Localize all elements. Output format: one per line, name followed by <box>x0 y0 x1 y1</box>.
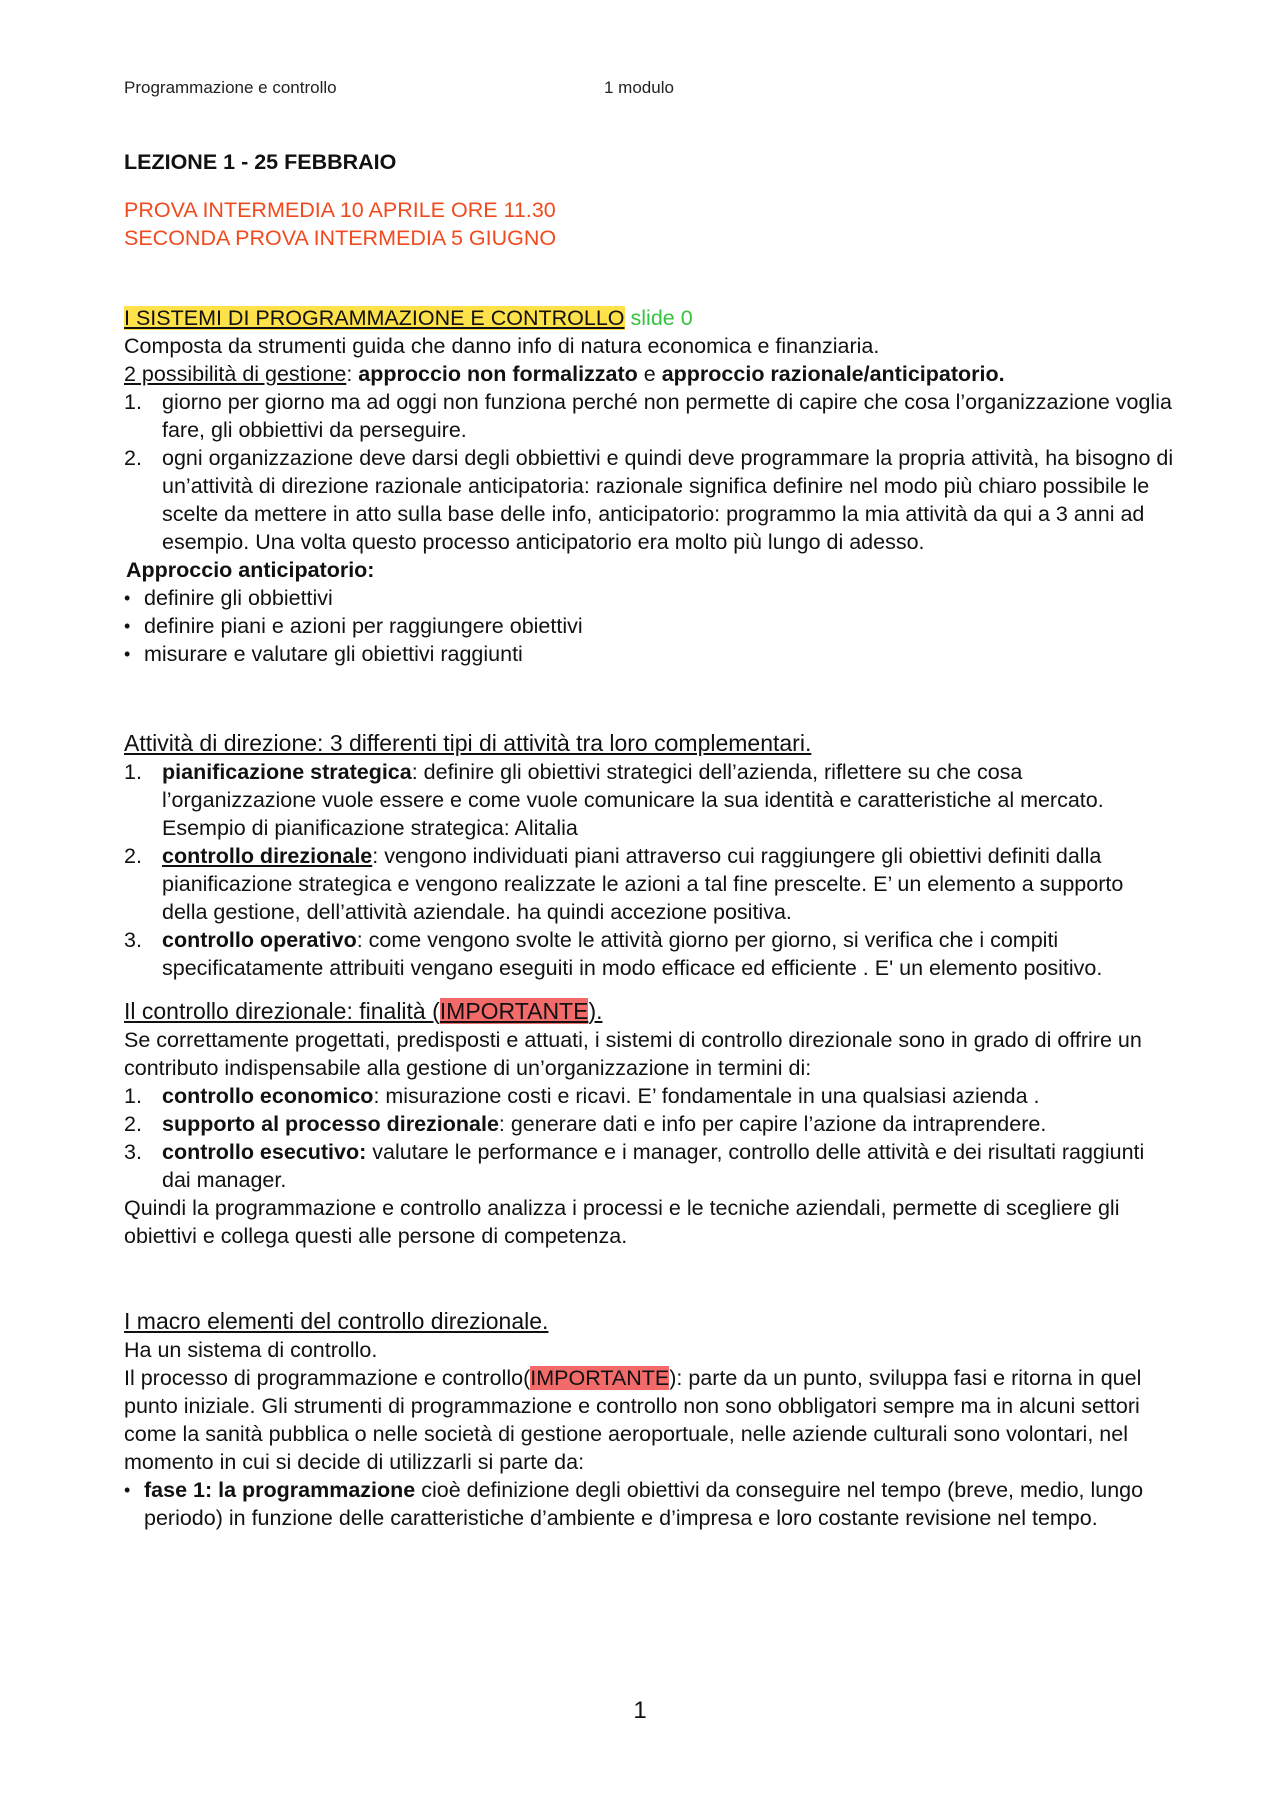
list-text: : misurazione costi e ricavi. E’ fondamentale in una qualsiasi azienda . <box>373 1084 1040 1108</box>
section-3-intro: Se correttamente progettati, predisposti e attuati, i sistemi di controllo direzionale sono in grado di offrire un contributo indispensabile alla gestione di un’organizzazione in termini di: <box>124 1028 1142 1080</box>
exam-date-1: PROVA INTERMEDIA 10 APRILE ORE 11.30 <box>124 198 556 222</box>
section-3-title: Il controllo direzionale: finalità ( <box>124 998 440 1024</box>
list-text: valutare le performance e i manager, controllo delle attività e dei risultati raggiunti dai manager. <box>162 1140 1145 1192</box>
section-4-line1: Ha un sistema di controllo. <box>124 1338 378 1362</box>
list-term: pianificazione strategica <box>162 760 412 784</box>
section-4-heading: I macro elementi del controllo direzionale. <box>124 1308 549 1334</box>
list-number: 3. <box>124 1140 142 1164</box>
page-content <box>124 148 1174 1532</box>
list-text: giorno per giorno ma ad oggi non funziona perché non permette di capire che cosa l’organizzazione voglia fare, gli obbiettivi da perseguire. <box>162 390 1172 442</box>
section-1-title: I SISTEMI DI PROGRAMMAZIONE E CONTROLLO <box>124 306 625 330</box>
section-1-possibilities <box>124 360 1174 388</box>
list-number: 1. <box>124 760 142 784</box>
approach-conj: e <box>637 362 662 386</box>
list-term: controllo direzionale <box>162 844 373 868</box>
list-text: : vengono individuati piani attraverso cui raggiungere gli obiettivi definiti dalla pianificazione strategica e vengono realizzate le azioni a tal fine prescelte. E’ un elemento a supporto della gestione, dell’attività aziendale. ha quindi accezione positiva. <box>162 844 1124 924</box>
bullet-text: definire gli obbiettivi <box>144 586 333 610</box>
list-item <box>124 388 1174 444</box>
important-badge: IMPORTANTE <box>530 1366 670 1390</box>
list-text: : definire gli obiettivi strategici dell’azienda, riflettere su che cosa l’organizzazione vuole essere e come vuole comunicare la sua identità e caratteristiche al mercato. Esempio di pianificazione strategica: Alitalia <box>162 760 1104 840</box>
list-term: controllo economico <box>162 1084 374 1108</box>
section-1-list <box>124 388 1174 556</box>
list-text: ogni organizzazione deve darsi degli obbiettivi e quindi deve programmare la propria attività, ha bisogno di un’attività di direzione razionale anticipatoria: razionale significa definire nel modo più chiaro possibile le scelte da mettere in atto sulla base delle info, anticipatorio: programmo la mia attività da qui a 3 anni ad esempio. Una volta questo processo anticipatorio era molto più lungo di adesso. <box>162 446 1174 554</box>
section-2-list <box>124 758 1174 982</box>
bullet-item <box>124 1476 1174 1532</box>
list-term: controllo esecutivo: <box>162 1140 367 1164</box>
list-item <box>124 1110 1174 1138</box>
approach-a: approccio non formalizzato <box>358 362 638 386</box>
section-4-bullets <box>124 1476 1174 1532</box>
possibilities-colon: : <box>346 362 359 386</box>
page-number: 1 <box>633 1697 647 1724</box>
list-text: : generare dati e info per capire l’azione da intraprendere. <box>498 1112 1047 1136</box>
bullet-text: cioè definizione degli obiettivi da conseguire nel tempo (breve, medio, lungo periodo) in funzione delle caratteristiche d’ambiente e d’impresa e loro costante revisione nel tempo. <box>144 1478 1144 1530</box>
list-number: 1. <box>124 390 142 414</box>
list-number: 2. <box>124 1112 142 1136</box>
bullet-item <box>124 584 1174 612</box>
bullet-item <box>124 612 1174 640</box>
list-text: : come vengono svolte le attività giorno per giorno, si verifica che i compiti specificatamente attribuiti vengano eseguiti in modo efficace ed efficiente . E' un elemento positivo. <box>162 928 1103 980</box>
section-3-heading <box>124 996 1174 1026</box>
bullet-icon: • <box>124 1480 131 1500</box>
lesson-title: LEZIONE 1 - 25 FEBBRAIO <box>124 150 397 174</box>
bullet-icon: • <box>124 644 131 664</box>
bullet-icon: • <box>124 588 131 608</box>
slide-ref: slide 0 <box>630 306 693 330</box>
section-1-intro: Composta da strumenti guida che danno info di natura economica e finanziaria. <box>124 334 880 358</box>
header-module: 1 modulo <box>604 78 674 97</box>
list-number: 2. <box>124 844 142 868</box>
list-item <box>124 926 1174 982</box>
section-3-list <box>124 1082 1174 1194</box>
list-number: 3. <box>124 928 142 952</box>
list-term: controllo operativo <box>162 928 357 952</box>
section-3-title-end: ). <box>588 998 603 1024</box>
bullet-text: misurare e valutare gli obiettivi raggiunti <box>144 642 523 666</box>
section-4-paragraph <box>124 1364 1174 1476</box>
anticipatory-bullets <box>124 584 1174 668</box>
paragraph-start: Il processo di programmazione e controllo( <box>124 1366 531 1390</box>
list-term: supporto al processo direzionale <box>162 1112 499 1136</box>
bullet-text: definire piani e azioni per raggiungere obiettivi <box>144 614 583 638</box>
anticipatory-subheading: Approccio anticipatorio: <box>126 558 375 582</box>
bullet-item <box>124 640 1174 668</box>
list-number: 2. <box>124 446 142 470</box>
bullet-term: fase 1: la programmazione <box>144 1478 416 1502</box>
section-1-heading <box>124 304 1174 332</box>
exam-date-2: SECONDA PROVA INTERMEDIA 5 GIUGNO <box>124 226 557 250</box>
section-2-heading: Attività di direzione: 3 differenti tipi di attività tra loro complementari. <box>124 730 812 756</box>
list-item <box>124 1138 1174 1194</box>
possibilities-label: 2 possibilità di gestione <box>124 362 347 386</box>
header-course: Programmazione e controllo <box>124 78 337 97</box>
approach-b: approccio razionale/anticipatorio. <box>661 362 1005 386</box>
section-3-outro: Quindi la programmazione e controllo analizza i processi e le tecniche aziendali, permette di scegliere gli obiettivi e collega questi alle persone di competenza. <box>124 1196 1120 1248</box>
list-item <box>124 444 1174 556</box>
list-item <box>124 758 1174 842</box>
list-item <box>124 1082 1174 1110</box>
important-badge: IMPORTANTE <box>439 998 589 1024</box>
paragraph-end: ): parte da un punto, sviluppa fasi e ritorna in quel punto iniziale. Gli strumenti di programmazione e controllo non sono obbligatori sempre ma in alcuni settori come la sanità pubblica o nelle società di gestione aeroportuale, nelle aziende culturali sono volontari, nel momento in cui si decide di utilizzarli si parte da: <box>124 1366 1142 1474</box>
list-item <box>124 842 1174 926</box>
list-number: 1. <box>124 1084 142 1108</box>
bullet-icon: • <box>124 616 131 636</box>
